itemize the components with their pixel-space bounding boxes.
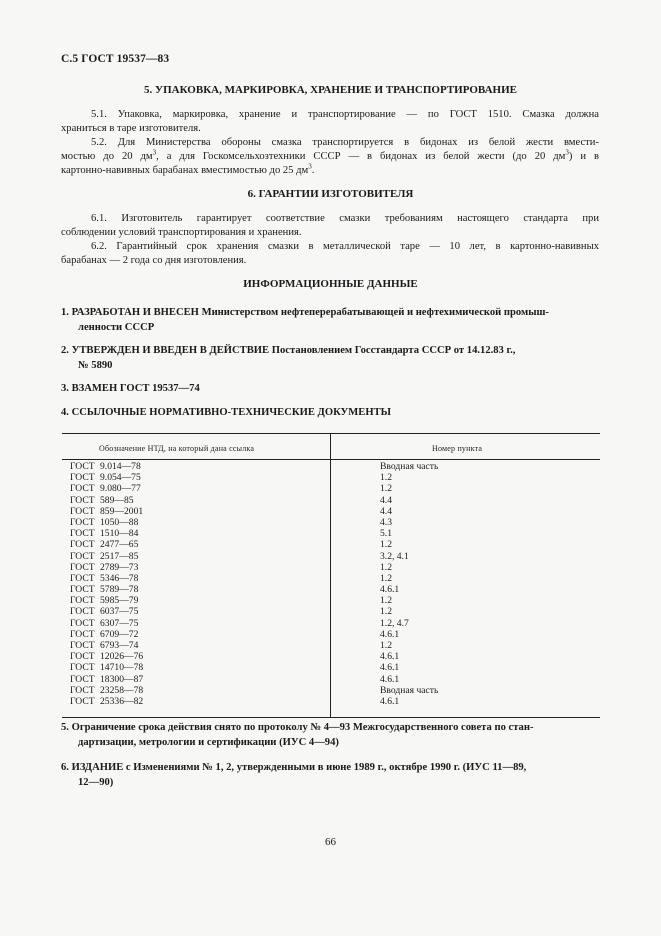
paragraph-5-1 — [61, 108, 599, 136]
table-row — [62, 495, 600, 506]
table-cell-prefix: ГОСТ — [70, 528, 95, 540]
table-cell-document: 859—2001 — [100, 505, 144, 517]
table-row — [62, 606, 600, 617]
table-cell-prefix: ГОСТ — [70, 539, 95, 551]
table-cell-clause: 1.2 — [380, 483, 392, 495]
table-row — [62, 696, 600, 707]
table-cell-document: 6793—74 — [100, 640, 139, 651]
table-cell-clause: 1.2 — [380, 595, 392, 607]
table-header-rule — [62, 459, 600, 460]
table-row — [62, 461, 600, 472]
table-bottom-rule — [62, 717, 600, 718]
table-cell-clause: 1.2 — [380, 606, 392, 618]
table-row — [62, 685, 600, 696]
section-5-title: 5. УПАКОВКА, МАРКИРОВКА, ХРАНЕНИЕ И ТРАНСПОРТИРОВАНИЕ — [144, 84, 517, 96]
table-top-rule — [62, 433, 600, 434]
table-row — [62, 483, 600, 494]
table-cell-clause: 4.6.1 — [380, 695, 400, 707]
table-cell-document: 14710—78 — [100, 662, 144, 674]
table-cell-document: 2789—73 — [100, 561, 139, 573]
table-cell-prefix: ГОСТ — [70, 684, 95, 696]
info-item-6: 6. ИЗДАНИЕ с Изменениями № 1, 2, утвержденными в июне 1989 г., октябре 1990 г. (ИУС 11—89, 12—90) — [61, 762, 527, 788]
table-cell-clause: 4.6.1 — [380, 673, 400, 685]
table-row — [62, 506, 600, 517]
table-cell-clause: 1.2, 4.7 — [380, 617, 409, 629]
paragraph-6-1 — [61, 212, 599, 240]
paragraph-6-2-line-1: 6.2. Гарантийный срок хранения смазки в металлической таре — 10 лет, в картонно-навивных — [91, 241, 599, 252]
paragraph-6-2 — [61, 240, 599, 268]
table-row — [62, 584, 600, 595]
page-number: 66 — [325, 836, 336, 848]
table-cell-document: 6307—75 — [100, 617, 139, 629]
table-cell-clause: 1.2 — [380, 640, 392, 651]
table-cell-document: 1510—84 — [100, 528, 139, 540]
table-row — [62, 662, 600, 673]
table-cell-prefix: ГОСТ — [70, 617, 95, 629]
info-item-4: 4. ССЫЛОЧНЫЕ НОРМАТИВНО-ТЕХНИЧЕСКИЕ ДОКУМЕНТЫ — [61, 407, 392, 418]
table-row — [62, 539, 600, 550]
table-row — [62, 618, 600, 629]
info-title: ИНФОРМАЦИОННЫЕ ДАННЫЕ — [243, 278, 418, 290]
info-item-5: 5. Ограничение срока действия снято по протоколу № 4—93 Межгосударственного совета по стан- дартизации, метрологии и сертификации (ИУС 4—94) — [61, 722, 534, 748]
table-cell-prefix: ГОСТ — [70, 584, 95, 596]
paragraph-6-1-line-1: 6.1. Изготовитель гарантирует соответствие смазки требованиям настоящего стандарта при — [91, 213, 599, 224]
table-row — [62, 674, 600, 685]
table-cell-prefix: ГОСТ — [70, 472, 95, 484]
table-cell-prefix: ГОСТ — [70, 606, 95, 618]
table-cell-clause: 4.6.1 — [380, 662, 400, 674]
paragraph-5-1-line-2: храниться в таре изготовителя. — [61, 123, 201, 134]
table-cell-document: 9.080—77 — [100, 483, 141, 495]
table-cell-prefix: ГОСТ — [70, 483, 95, 495]
table-row — [62, 528, 600, 539]
paragraph-5-2-line-2: мостью до 20 $дм^3$, а для Госкомсельхозтехники СССР — в бидонах из белой жести (до 20 $дм^3$) и в — [61, 148, 599, 162]
table-header-document: Обозначение НТД, на который дана ссылка — [99, 444, 255, 453]
table-cell-document: 9.054—75 — [100, 472, 141, 484]
paragraph-5-2-line-1: 5.2. Для Министерства обороны смазка транспортируется в бидонах из белой жести вмести- — [91, 137, 599, 148]
table-cell-document: 9.014—78 — [100, 461, 141, 472]
table-cell-prefix: ГОСТ — [70, 651, 95, 663]
running-header: С.5 ГОСТ 19537—83 — [61, 53, 170, 65]
table-cell-clause: 1.2 — [380, 572, 392, 584]
paragraph-5-2-line-3: картонно-навивных барабанах вместимостью до 25 $дм^3$. — [61, 162, 315, 176]
info-item-2: 2. УТВЕРЖДЕН И ВВЕДЕН В ДЕЙСТВИЕ Постановлением Госстандарта СССР от 14.12.83 г., № 5890 — [61, 345, 516, 371]
table-cell-prefix: ГОСТ — [70, 505, 95, 517]
table-cell-prefix: ГОСТ — [70, 572, 95, 584]
table-row — [62, 640, 600, 651]
table-cell-prefix: ГОСТ — [70, 628, 95, 640]
table-cell-clause: 4.6.1 — [380, 628, 400, 640]
table-cell-prefix: ГОСТ — [70, 640, 95, 651]
table-row — [62, 651, 600, 662]
table-cell-prefix: ГОСТ — [70, 461, 95, 472]
paragraph-5-1-line-1: 5.1. Упаковка, маркировка, хранение и транспортирование — по ГОСТ 1510. Смазка должна — [91, 109, 599, 120]
table-cell-clause: 4.6.1 — [380, 651, 400, 663]
table-cell-clause: 1.2 — [380, 561, 392, 573]
table-cell-document: 23258—78 — [100, 684, 144, 696]
table-cell-clause: 4.6.1 — [380, 584, 400, 596]
table-cell-prefix: ГОСТ — [70, 494, 95, 506]
table-row — [62, 551, 600, 562]
info-item-1: 1. РАЗРАБОТАН И ВНЕСЕН Министерством нефтеперерабатывающей и нефтехимической промыш- ленности СССР — [61, 307, 549, 333]
table-header-clause: Номер пункта — [432, 444, 483, 453]
table-row — [62, 517, 600, 528]
info-item-3: 3. ВЗАМЕН ГОСТ 19537—74 — [61, 383, 200, 394]
table-cell-clause: 3.2, 4.1 — [380, 550, 409, 562]
table-cell-clause: 4.4 — [380, 494, 392, 506]
table-cell-prefix: ГОСТ — [70, 516, 95, 528]
table-cell-document: 18300—87 — [100, 673, 144, 685]
table-cell-prefix: ГОСТ — [70, 695, 95, 707]
paragraph-6-2-line-2: барабанах — 2 года со дня изготовления. — [61, 255, 247, 266]
section-6-title: 6. ГАРАНТИИ ИЗГОТОВИТЕЛЯ — [247, 188, 414, 200]
table-cell-document: 12026—76 — [100, 651, 144, 663]
table-cell-prefix: ГОСТ — [70, 662, 95, 674]
table-cell-document: 2477—65 — [100, 539, 139, 551]
table-row — [62, 562, 600, 573]
table-cell-clause: 4.4 — [380, 505, 392, 517]
table-cell-prefix: ГОСТ — [70, 550, 95, 562]
table-cell-document: 5789—78 — [100, 584, 139, 596]
table-cell-prefix: ГОСТ — [70, 561, 95, 573]
table-cell-clause: 5.1 — [380, 528, 392, 540]
paragraph-5-2 — [61, 136, 599, 178]
table-cell-prefix: ГОСТ — [70, 595, 95, 607]
table-cell-clause: 1.2 — [380, 472, 392, 484]
table-cell-document: 6037—75 — [100, 606, 139, 618]
table-cell-document: 2517—85 — [100, 550, 139, 562]
table-row — [62, 595, 600, 606]
table-cell-clause: Вводная часть — [380, 684, 439, 696]
paragraph-6-1-line-2: соблюдении условий транспортирования и хранения. — [61, 227, 302, 238]
table-cell-clause: 1.2 — [380, 539, 392, 551]
table-cell-clause: 4.3 — [380, 516, 392, 528]
table-cell-document: 589—85 — [100, 494, 134, 506]
table-cell-prefix: ГОСТ — [70, 673, 95, 685]
table-cell-clause: Вводная часть — [380, 461, 439, 472]
table-cell-document: 6709—72 — [100, 628, 139, 640]
table-row — [62, 573, 600, 584]
table-cell-document: 25336—82 — [100, 695, 144, 707]
table-cell-document: 1050—88 — [100, 516, 139, 528]
table-body — [62, 461, 600, 707]
table-cell-document: 5985—79 — [100, 595, 139, 607]
table-row — [62, 472, 600, 483]
table-cell-document: 5346—78 — [100, 572, 139, 584]
table-row — [62, 629, 600, 640]
